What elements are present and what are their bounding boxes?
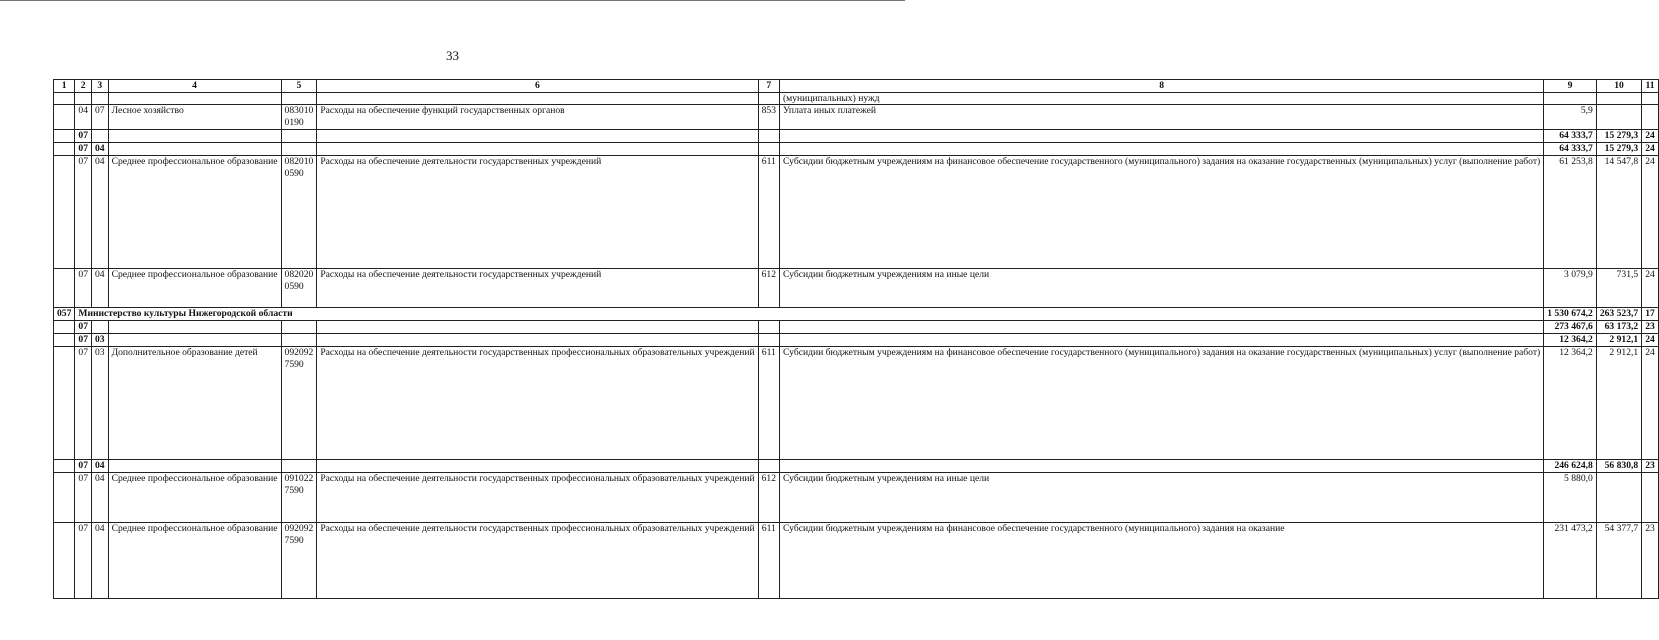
column-header: 2 [75, 80, 92, 93]
ministry-name: Министерство культуры Нижегородской области [75, 308, 1544, 321]
cell-section-name [108, 334, 281, 347]
table-row [54, 143, 1659, 156]
cell-target-article [281, 269, 317, 308]
table-row [54, 321, 1659, 334]
cell-percent: 24 [1642, 130, 1659, 143]
cell-admin [54, 347, 75, 460]
cell-target-article [281, 105, 317, 130]
target-article-part2: 7590 [284, 534, 304, 546]
cell-expense-type [758, 321, 779, 334]
cell-percent: 24 [1642, 347, 1659, 460]
cell-section: 07 [75, 523, 92, 599]
cell-article-name [317, 143, 758, 156]
cell-target-article [281, 473, 317, 523]
cell-article-name [317, 130, 758, 143]
table-row [54, 334, 1659, 347]
cell-plan: 5 880,0 [1544, 473, 1597, 523]
cell-section-name [108, 143, 281, 156]
cell-subsection: 03 [91, 347, 108, 460]
budget-table [53, 79, 1659, 599]
cell-admin [54, 321, 75, 334]
cell-admin [54, 92, 75, 105]
cell-section-name: Среднее профессиональное образование [108, 523, 281, 599]
cell-admin [54, 130, 75, 143]
table-row [54, 269, 1659, 308]
cell-section: 07 [75, 473, 92, 523]
cell-expense-type [758, 130, 779, 143]
cell-expense-name: Субсидии бюджетным учреждениям на финансовое обеспечение государственного (муниципального) задания на оказание государственных (муниципальных) услуг (выполнение работ) [779, 347, 1543, 460]
cell-subsection [91, 92, 108, 105]
cell-article-name [317, 92, 758, 105]
column-header: 10 [1596, 80, 1641, 93]
cell-target-article [281, 130, 317, 143]
cell-admin [54, 156, 75, 269]
cell-expense-name [779, 460, 1543, 473]
cell-admin [54, 460, 75, 473]
cell-article-name [317, 460, 758, 473]
column-header: 11 [1642, 80, 1659, 93]
cell-plan: 12 364,2 [1544, 334, 1597, 347]
cell-expense-type: 611 [758, 523, 779, 599]
cell-percent [1642, 92, 1659, 105]
cell-article-name: Расходы на обеспечение функций государственных органов [317, 105, 758, 130]
cell-fact [1596, 92, 1641, 105]
column-header: 4 [108, 80, 281, 93]
cell-subsection [91, 130, 108, 143]
cell-plan: 273 467,6 [1544, 321, 1597, 334]
cell-admin-code: 057 [54, 308, 75, 321]
cell-plan [1544, 92, 1597, 105]
table-row [54, 105, 1659, 130]
cell-fact [1596, 105, 1641, 130]
column-header: 7 [758, 80, 779, 93]
page-number: 33 [446, 48, 459, 63]
cell-admin [54, 473, 75, 523]
cell-plan: 64 333,7 [1544, 130, 1597, 143]
target-article-part2: 0590 [284, 167, 304, 179]
cell-article-name: Расходы на обеспечение деятельности государственных профессиональных образовательных учреждений [317, 347, 758, 460]
cell-expense-name [779, 321, 1543, 334]
cell-percent [1642, 105, 1659, 130]
cell-subsection: 07 [91, 105, 108, 130]
cell-expense-type: 612 [758, 269, 779, 308]
cell-fact: 15 279,3 [1596, 143, 1641, 156]
cell-section: 07 [75, 347, 92, 460]
cell-fact: 263 523,7 [1596, 308, 1641, 321]
cell-plan: 246 624,8 [1544, 460, 1597, 473]
cell-percent: 24 [1642, 143, 1659, 156]
column-header: 8 [779, 80, 1543, 93]
table-row [54, 523, 1659, 599]
cell-subsection: 04 [91, 473, 108, 523]
table-row [54, 347, 1659, 460]
cell-percent: 24 [1642, 334, 1659, 347]
table-row [54, 156, 1659, 269]
cell-section-name [108, 460, 281, 473]
cell-section: 07 [75, 156, 92, 269]
cell-article-name [317, 321, 758, 334]
target-article-part1: 082020 [284, 269, 314, 281]
cell-percent: 17 [1642, 308, 1659, 321]
cell-fact [1596, 473, 1641, 523]
cell-admin [54, 523, 75, 599]
table-row [54, 130, 1659, 143]
cell-article-name [317, 334, 758, 347]
cell-expense-name [779, 130, 1543, 143]
cell-fact: 14 547,8 [1596, 156, 1641, 269]
cell-fact: 2 912,1 [1596, 347, 1641, 460]
cell-section: 07 [75, 143, 92, 156]
cell-subsection: 03 [91, 334, 108, 347]
target-article-part2: 7590 [284, 484, 304, 496]
cell-section: 07 [75, 334, 92, 347]
cell-percent [1642, 473, 1659, 523]
cell-subsection [91, 321, 108, 334]
scan-top-edge [0, 0, 905, 4]
cell-section-name: Дополнительное образование детей [108, 347, 281, 460]
target-article-part1: 091022 [284, 473, 314, 485]
cell-expense-type [758, 334, 779, 347]
cell-plan: 64 333,7 [1544, 143, 1597, 156]
cell-admin [54, 143, 75, 156]
cell-expense-name: (муниципальных) нужд [779, 92, 1543, 105]
cell-article-name: Расходы на обеспечение деятельности государственных профессиональных образовательных учреждений [317, 523, 758, 599]
column-header: 9 [1544, 80, 1597, 93]
cell-expense-name: Субсидии бюджетным учреждениям на иные цели [779, 269, 1543, 308]
cell-plan: 12 364,2 [1544, 347, 1597, 460]
cell-expense-type: 853 [758, 105, 779, 130]
cell-article-name: Расходы на обеспечение деятельности государственных учреждений [317, 269, 758, 308]
target-article-part1: 092092 [284, 523, 314, 535]
cell-fact: 731,5 [1596, 269, 1641, 308]
cell-expense-type [758, 92, 779, 105]
cell-expense-name: Субсидии бюджетным учреждениям на иные цели [779, 473, 1543, 523]
cell-section-name: Среднее профессиональное образование [108, 473, 281, 523]
cell-section [75, 92, 92, 105]
cell-target-article [281, 156, 317, 269]
column-header: 3 [91, 80, 108, 93]
cell-target-article [281, 92, 317, 105]
table-row-ministry [54, 308, 1659, 321]
cell-subsection: 04 [91, 269, 108, 308]
cell-expense-name [779, 334, 1543, 347]
cell-plan: 3 079,9 [1544, 269, 1597, 308]
cell-article-name: Расходы на обеспечение деятельности государственных учреждений [317, 156, 758, 269]
cell-plan: 231 473,2 [1544, 523, 1597, 599]
cell-subsection: 04 [91, 523, 108, 599]
cell-fact: 63 173,2 [1596, 321, 1641, 334]
cell-target-article [281, 460, 317, 473]
table-row [54, 460, 1659, 473]
cell-target-article [281, 347, 317, 460]
cell-expense-type: 611 [758, 347, 779, 460]
cell-fact: 54 377,7 [1596, 523, 1641, 599]
cell-expense-name [779, 143, 1543, 156]
cell-section: 07 [75, 269, 92, 308]
table-row [54, 92, 1659, 105]
cell-section-name: Среднее профессиональное образование [108, 269, 281, 308]
cell-target-article [281, 143, 317, 156]
cell-percent: 23 [1642, 523, 1659, 599]
cell-section-name [108, 321, 281, 334]
cell-fact: 15 279,3 [1596, 130, 1641, 143]
cell-percent: 23 [1642, 460, 1659, 473]
target-article-part2: 0590 [284, 280, 304, 292]
cell-section: 07 [75, 321, 92, 334]
cell-expense-type [758, 460, 779, 473]
column-header: 5 [281, 80, 317, 93]
target-article-part1: 092092 [284, 347, 314, 359]
cell-expense-type: 612 [758, 473, 779, 523]
target-article-part1: 083010 [284, 105, 314, 117]
cell-target-article [281, 334, 317, 347]
cell-admin [54, 269, 75, 308]
cell-section-name [108, 130, 281, 143]
cell-fact: 56 830,8 [1596, 460, 1641, 473]
cell-section-name: Среднее профессиональное образование [108, 156, 281, 269]
cell-admin [54, 334, 75, 347]
cell-percent: 24 [1642, 269, 1659, 308]
cell-expense-type [758, 143, 779, 156]
cell-percent: 24 [1642, 156, 1659, 269]
cell-expense-type: 611 [758, 156, 779, 269]
cell-subsection: 04 [91, 143, 108, 156]
cell-expense-name: Субсидии бюджетным учреждениям на финансовое обеспечение государственного (муниципального) задания на оказание [779, 523, 1543, 599]
cell-plan: 1 530 674,2 [1544, 308, 1597, 321]
target-article-part1: 082010 [284, 156, 314, 168]
cell-target-article [281, 523, 317, 599]
target-article-part2: 0190 [284, 116, 304, 128]
cell-plan: 5,9 [1544, 105, 1597, 130]
cell-article-name: Расходы на обеспечение деятельности государственных профессиональных образовательных учреждений [317, 473, 758, 523]
cell-section: 04 [75, 105, 92, 130]
cell-section-name: Лесное хозяйство [108, 105, 281, 130]
cell-subsection: 04 [91, 156, 108, 269]
cell-expense-name: Уплата иных платежей [779, 105, 1543, 130]
cell-fact: 2 912,1 [1596, 334, 1641, 347]
cell-target-article [281, 321, 317, 334]
cell-admin [54, 105, 75, 130]
table-header-row [54, 80, 1659, 93]
cell-subsection: 04 [91, 460, 108, 473]
cell-expense-name: Субсидии бюджетным учреждениям на финансовое обеспечение государственного (муниципального) задания на оказание государственных (муниципальных) услуг (выполнение работ) [779, 156, 1543, 269]
column-header: 1 [54, 80, 75, 93]
target-article-part2: 7590 [284, 358, 304, 370]
cell-section-name [108, 92, 281, 105]
cell-section: 07 [75, 130, 92, 143]
table-row [54, 473, 1659, 523]
cell-plan: 61 253,8 [1544, 156, 1597, 269]
column-header: 6 [317, 80, 758, 93]
cell-percent: 23 [1642, 321, 1659, 334]
cell-section: 07 [75, 460, 92, 473]
